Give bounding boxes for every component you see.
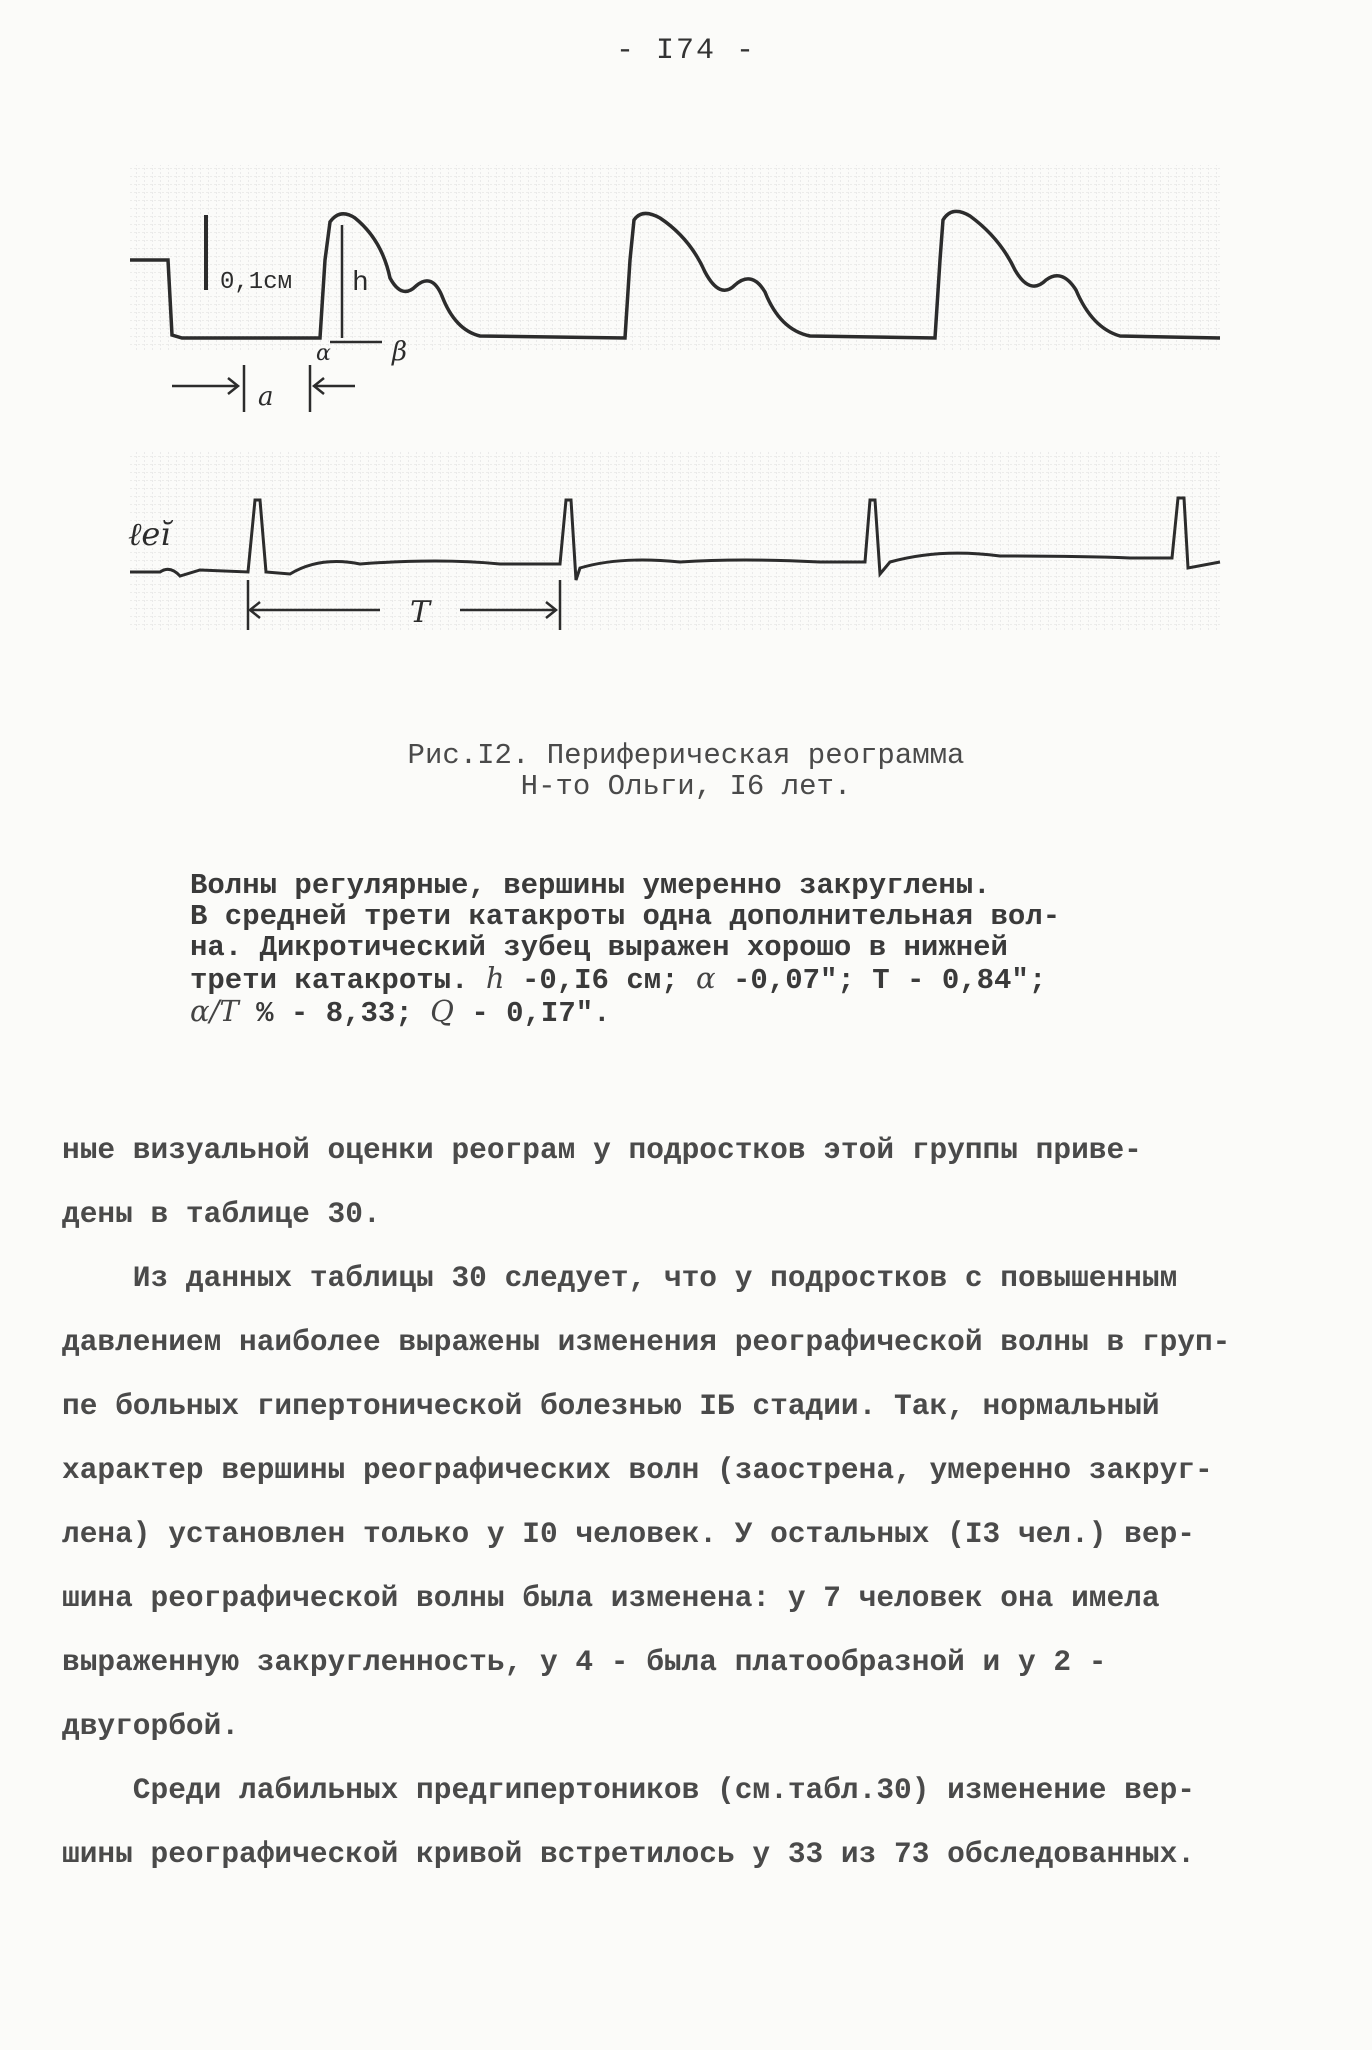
rheogram-figure	[120, 160, 1240, 680]
figure-description	[190, 870, 1170, 1029]
alpha-label: α	[316, 341, 331, 366]
rheogram-grid	[130, 165, 1220, 350]
handwritten-fraction: α/T	[190, 994, 239, 1028]
body-line: давлением наиболее выражены изменения реографической волны в груп-	[62, 1325, 1231, 1359]
a-label: a	[258, 382, 274, 412]
body-line: двугорбой.	[62, 1709, 240, 1743]
h-label: h	[352, 268, 369, 299]
ecg-grid	[130, 450, 1220, 630]
description-line: Волны регулярные, вершины умеренно закруглены.	[190, 869, 991, 902]
figure-caption	[0, 740, 1372, 802]
handwritten-h: h	[485, 961, 505, 995]
page-number: - I74 -	[615, 34, 757, 68]
body-line: лена) установлен только у I0 человек. У остальных (I3 чел.) вер-	[62, 1517, 1195, 1551]
body-line: пе больных гипертонической болезнью IБ стадии. Так, нормальный	[62, 1389, 1160, 1423]
description-line: на. Дикротический зубец выражен хорошо в нижней	[190, 931, 1008, 964]
body-line: шина реографической волны была изменена: у 7 человек она имела	[62, 1581, 1160, 1615]
description-text: -0,07"; Т - 0,84";	[715, 964, 1047, 997]
body-line: Среди лабильных предгипертоников (см.табл.30) изменение вер-	[62, 1773, 1195, 1807]
description-text: - 0,I7".	[453, 997, 611, 1030]
body-line: Из данных таблицы 30 следует, что у подростков с повышенным	[62, 1261, 1178, 1295]
rheogram-svg	[120, 160, 1240, 680]
description-line	[190, 963, 1170, 996]
caption-line: Рис.I2. Периферическая реограмма	[407, 739, 965, 772]
t-label: T	[410, 595, 431, 630]
description-text: -0,I6 см;	[504, 964, 679, 997]
body-line: характер вершины реографических волн (заострена, умеренно закруг-	[62, 1453, 1213, 1487]
body-line: дены в таблице 30.	[62, 1197, 381, 1231]
description-text: % - 8,33;	[238, 997, 413, 1030]
body-text	[62, 1118, 1322, 1886]
beta-label: β	[392, 337, 408, 367]
handwritten-alpha: α	[695, 961, 716, 995]
body-line: шины реографической кривой встретилось у 33 из 73 обследованных.	[62, 1837, 1195, 1871]
description-line	[190, 996, 1170, 1029]
ecg-lead-label: ℓeĭ	[128, 515, 171, 553]
body-line: ные визуальной оценки реограм у подростков этой группы приве-	[62, 1133, 1142, 1167]
caption-line: Н-то Ольги, I6 лет.	[520, 770, 852, 803]
body-line: выраженную закругленность, у 4 - была платообразной и у 2 -	[62, 1645, 1107, 1679]
scale-label: 0,1см	[220, 269, 293, 296]
handwritten-q: Q	[430, 994, 454, 1028]
description-text: трети катакроты.	[190, 964, 469, 997]
description-line: В средней трети катакроты одна дополнительная вол-	[190, 900, 1061, 933]
